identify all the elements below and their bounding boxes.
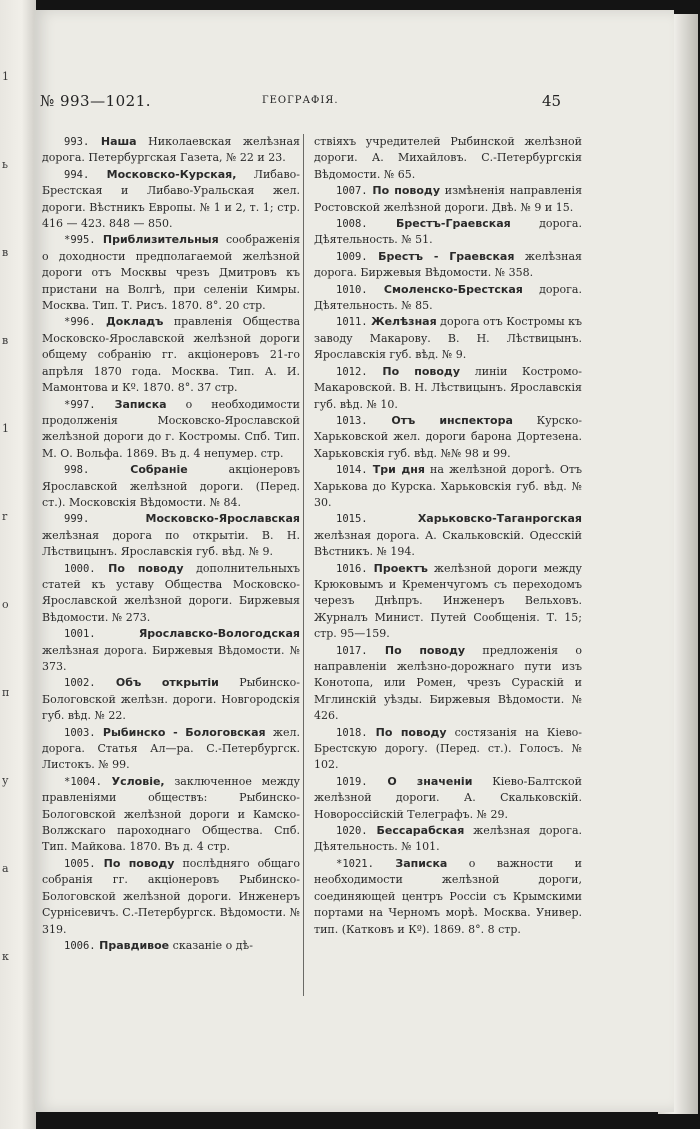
bibliography-entry xyxy=(314,561,582,643)
entry-keyword: По поводу xyxy=(384,643,466,657)
facing-page-text-fragment: 1 xyxy=(2,422,9,435)
entry-text: желѣзная дорога. Биржевыя Вѣдомости. № 373. xyxy=(42,643,300,673)
entry-keyword: Три дня xyxy=(372,463,425,477)
entry-text: дорога отъ Костромы къ заводу Макарову. В. Н. Лѣствицынъ. Ярославскія губ. вѣд. № 9. xyxy=(314,315,582,362)
facing-page-text-fragment: а xyxy=(2,862,9,875)
entry-keyword: По поводу xyxy=(375,725,447,739)
entry-keyword: Приблизительныя xyxy=(102,233,219,247)
entry-number: 1013. xyxy=(336,414,368,427)
entry-text: Курско-Харьковской жел. дороги барона Дортезена. Харьковскія губ. вѣд. №№ 98 и 99. xyxy=(314,413,583,460)
entry-text: дорога. Дѣятельность. № 51. xyxy=(314,217,582,247)
left-column xyxy=(42,134,300,954)
entry-keyword: Харьковско-Таганрогская xyxy=(417,512,582,526)
bibliography-entry xyxy=(314,282,582,315)
entry-range: № 993—1021. xyxy=(40,92,152,110)
entry-keyword: Проектъ xyxy=(373,561,428,575)
entry-number: 1003. xyxy=(64,726,96,739)
entry-keyword: О значеніи xyxy=(387,774,473,788)
entry-number: 1005. xyxy=(64,857,96,870)
entry-text: правленія Общества Московско-Ярославской желѣзной дороги общему собранію гг. акціонеровъ 21-го апрѣля 1870 года. Москва. Тип. А. И. Мамонтова и Кº. 1870. 8°. 37 стр. xyxy=(42,315,301,395)
bibliography-entry xyxy=(314,725,582,774)
bibliography-entry xyxy=(314,216,582,249)
entry-text: желѣзная дорога по открытіи. В. Н. Лѣствицынъ. Ярославскія губ. вѣд. № 9. xyxy=(42,528,300,559)
entry-number: 1016. xyxy=(336,562,368,575)
bibliography-entry xyxy=(314,462,582,511)
entry-number: 1019. xyxy=(336,775,368,788)
bibliography-entry xyxy=(42,856,300,938)
entry-keyword: Записка xyxy=(114,397,167,411)
bibliography-entry xyxy=(42,462,300,511)
entry-keyword: Смоленско-Брестская xyxy=(383,282,523,296)
bibliography-entry xyxy=(314,643,582,725)
entry-number: *995. xyxy=(64,234,96,247)
bibliography-entry xyxy=(42,774,300,856)
entry-text: желѣзной дороги между Крюковымъ и Кременчугомъ съ переходомъ черезъ Днѣпръ. Инженеръ Вельховъ. Журналъ Минист. Путей Сообщенія. Т. 15; стр. 95—159. xyxy=(314,561,582,641)
entry-text: желѣзная дорога. Дѣятельность. № 101. xyxy=(314,824,582,854)
entry-number: 1014. xyxy=(336,464,368,477)
entry-keyword: По поводу xyxy=(382,364,460,378)
bibliography-entry xyxy=(314,314,582,363)
entry-keyword: По поводу xyxy=(108,561,184,575)
entry-text: Николаевская желѣзная дорога. Петербургская Газета, № 22 и 23. xyxy=(42,135,300,165)
entry-number: 1011. xyxy=(336,316,368,329)
bibliography-entry xyxy=(314,774,582,823)
entry-text: ствіяхъ учредителей Рыбинской желѣзной дороги. А. Михайловъ. С.-Петербургскія Вѣдомости. № 65. xyxy=(314,135,582,181)
bibliography-entry xyxy=(314,364,582,413)
entry-keyword: Собраніе xyxy=(130,463,188,477)
entry-text: дополнительныхъ статей къ уставу Общества Московско-Ярославской желѣзной дороги. Биржевыя Вѣдомости. № 273. xyxy=(42,561,300,624)
book-page xyxy=(34,10,674,1112)
facing-page-text-fragment: в xyxy=(2,246,9,259)
entry-number: 994. xyxy=(64,168,90,181)
entry-number: 1001. xyxy=(64,628,96,641)
entry-text: Рыбинско-Бологовской желѣзн. дороги. Новгородскія губ. вѣд. № 22. xyxy=(42,676,301,723)
entry-text: Либаво-Брестская и Либаво-Уральская жел. дороги. Вѣстникъ Европы. № 1 и 2, т. 1; стр. 416 — 423. 848 — 850. xyxy=(42,167,300,231)
entry-keyword: Докладъ xyxy=(106,315,164,329)
entry-keyword: Правдивое xyxy=(99,938,170,952)
entry-text: желѣзная дорога. Биржевыя Вѣдомости. № 358. xyxy=(314,249,583,280)
facing-page-text-fragment: у xyxy=(2,774,9,787)
entry-keyword: Бессарабская xyxy=(376,824,465,838)
entry-keyword: Брестъ-Граевская xyxy=(396,217,511,231)
entry-number: 1018. xyxy=(336,726,368,739)
bibliography-entry xyxy=(314,511,582,560)
entry-number: *996. xyxy=(64,316,96,329)
entry-keyword: Наша xyxy=(100,135,137,148)
entry-number: 993. xyxy=(64,136,90,148)
entry-number: 1007. xyxy=(336,185,368,198)
bibliography-entry xyxy=(42,314,300,396)
entry-number: 1006. xyxy=(64,939,96,952)
entry-number: 1017. xyxy=(336,644,368,657)
bibliography-entry xyxy=(42,511,300,560)
bibliography-entry xyxy=(314,856,582,938)
bibliography-entry xyxy=(42,725,300,774)
entry-keyword: Брестъ - Граевская xyxy=(378,249,515,263)
entry-number: 1020. xyxy=(336,825,368,838)
bibliography-entry xyxy=(314,823,582,856)
entry-text: линіи Костромо-Макаровской. В. Н. Лѣствицынъ. Ярославскія губ. вѣд. № 10. xyxy=(314,364,582,411)
entry-text: дорога. Дѣятельность. № 85. xyxy=(314,282,582,313)
entry-text: предложенія о направленіи желѣзно-дорожнаго пути изъ Конотопа, или Ромен, чрезъ Сураскій и Мглинскій уѣзды. Биржевыя Вѣдомости. № 426. xyxy=(314,643,582,723)
bibliography-entry xyxy=(314,134,582,183)
entry-keyword: Объ открытіи xyxy=(115,676,219,690)
facing-page-text-fragment: r xyxy=(2,510,8,523)
bibliography-entry xyxy=(42,134,300,167)
bibliography-entry xyxy=(42,561,300,627)
entry-text: на желѣзной дорогѣ. Отъ Харькова до Курска. Харьковскія губ. вѣд. № 30. xyxy=(314,463,582,509)
entry-number: *1004. xyxy=(64,775,102,788)
bibliography-entry xyxy=(42,626,300,675)
entry-text: жел. дорога. Статья Ал—ра. С.-Петербургск. Листокъ. № 99. xyxy=(42,725,301,772)
bibliography-entry xyxy=(42,938,300,954)
facing-page-edge xyxy=(0,0,36,1129)
entry-keyword: Записка xyxy=(395,856,448,870)
entry-number: 1010. xyxy=(336,283,368,296)
bibliography-entry xyxy=(314,249,582,282)
entry-number: 1000. xyxy=(64,562,96,575)
entry-number: 1009. xyxy=(336,250,368,263)
entry-number: 998. xyxy=(64,464,90,477)
entry-number: 1008. xyxy=(336,218,368,231)
entry-keyword: Московско-Курская, xyxy=(106,167,237,181)
facing-page-text-fragment: в xyxy=(2,334,9,347)
entry-text: о важности и необходимости желѣзной дороги, соединяющей центръ Россіи съ Крымскими портами на Черномъ морѣ. Москва. Универ. тип. (Катковъ и Кº). 1869. 8°. 8 стр. xyxy=(314,856,582,936)
bibliography-entry xyxy=(42,167,300,233)
entry-text: заключенное между правленіями обществъ: Рыбинско-Бологовской желѣзной дороги и Камско-Волжскаго пароходнаго Общества. Спб. Тип. Майкова. 1870. Въ д. 4 стр. xyxy=(42,774,300,854)
facing-page-text-fragment: ь xyxy=(2,158,8,171)
entry-number: 1015. xyxy=(336,513,368,526)
page-number: 45 xyxy=(542,92,562,110)
facing-page-text-fragment: о xyxy=(2,598,9,611)
bibliography-entry xyxy=(314,413,582,462)
entry-text: акціонеровъ Ярославской желѣзной дороги. (Перед. ст.). Московскія Вѣдомости. № 84. xyxy=(42,463,301,509)
page-header xyxy=(34,92,674,116)
entry-keyword: По поводу xyxy=(103,856,175,870)
entry-keyword: Желѣзная xyxy=(371,315,437,329)
entry-text: Кіево-Балтской желѣзной дороги. А. Скальковскій. Новороссійскій Телеграфъ. № 29. xyxy=(314,774,583,821)
entry-text: послѣдняго общаго собранія гг. акціонеровъ Рыбинско-Бологовской желѣзной дороги. Инженеръ Сурнісевичъ. С.-Петербургск. Вѣдомости. № 319. xyxy=(42,856,301,936)
entry-number: 1012. xyxy=(336,365,368,378)
entry-number: *997. xyxy=(64,398,96,411)
bibliography-entry xyxy=(42,397,300,463)
entry-text: о необходимости продолженія Московско-Ярославской желѣзной дороги до г. Костромы. Спб. Тип. М. О. Вольфа. 1869. Въ д. 4 непумер. стр. xyxy=(42,397,301,460)
entry-text: измѣненія направленія Ростовской желѣзной дороги. Двѣ. № 9 и 15. xyxy=(314,184,583,214)
facing-page-text-fragment: п xyxy=(2,686,10,699)
facing-page-text-fragment: к xyxy=(2,950,9,963)
entry-text: соображенія о доходности предполагаемой желѣзной дороги отъ Москвы чрезъ Дмитровъ къ пристани на Волгѣ, при селеніи Кимры. Москва. Тип. Т. Рисъ. 1870. 8°. 20 стр. xyxy=(42,233,301,313)
entry-text: желѣзная дорога. А. Скальковскій. Одесскій Вѣстникъ. № 194. xyxy=(314,528,582,559)
entry-number: 999. xyxy=(64,513,90,526)
bibliography-entry xyxy=(314,183,582,216)
entry-keyword: Рыбинско - Бологовская xyxy=(102,725,266,739)
entry-number: *1021. xyxy=(336,857,374,870)
entry-keyword: Условіе, xyxy=(111,774,165,788)
column-divider xyxy=(303,134,304,996)
entry-keyword: По поводу xyxy=(372,184,440,198)
section-title: ГЕОГРАФІЯ. xyxy=(262,95,339,106)
right-column xyxy=(314,134,582,938)
entry-keyword: Ярославско-Вологодская xyxy=(138,627,300,641)
entry-text: сказаніе о дѣ- xyxy=(172,938,253,952)
bibliography-entry xyxy=(42,675,300,724)
entry-keyword: Московско-Ярославская xyxy=(145,512,300,526)
entry-keyword: Отъ инспектора xyxy=(391,413,513,427)
facing-page-text-fragment: 1 xyxy=(2,70,9,83)
entry-number: 1002. xyxy=(64,677,96,690)
entry-text: состязанія на Кіево-Брестскую дорогу. (Перед. ст.). Голосъ. № 102. xyxy=(314,725,583,772)
bibliography-entry xyxy=(42,232,300,314)
